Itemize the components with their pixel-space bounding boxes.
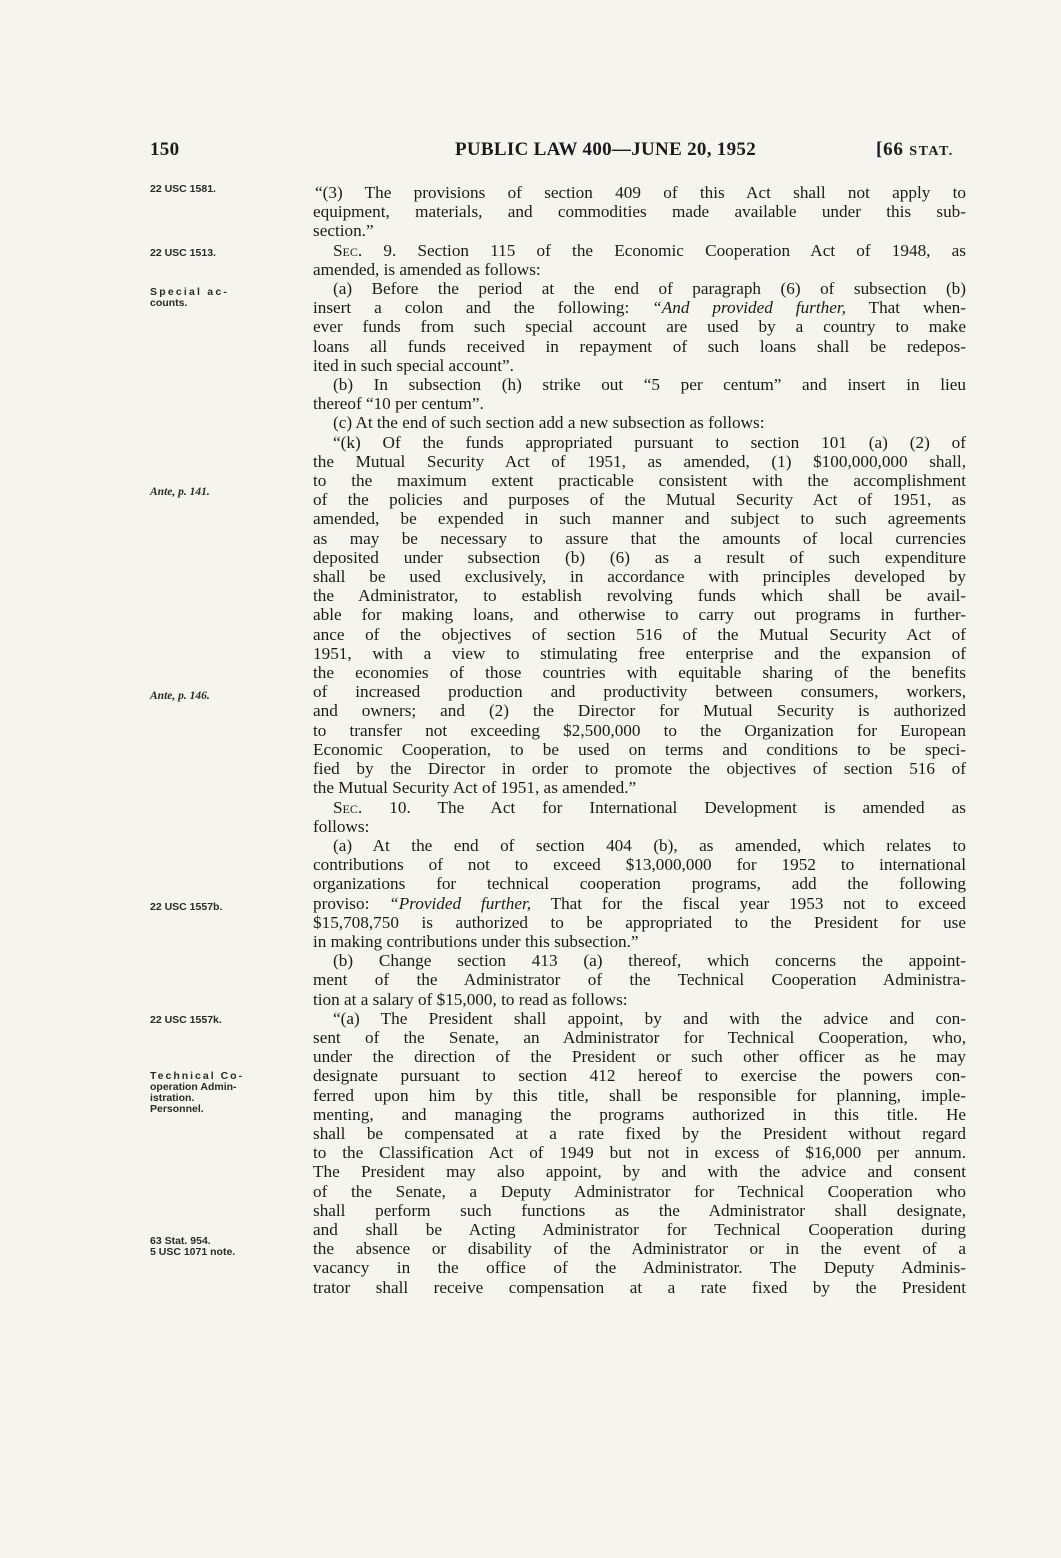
margin-note-ante-146 bbox=[150, 691, 300, 702]
text-span: That when- bbox=[845, 298, 966, 318]
text-line: “(a) The President shall appoint, by and with the advice and con- bbox=[333, 1008, 966, 1028]
margin-note-63-stat-954 bbox=[150, 1236, 300, 1258]
margin-note-line: 5 USC 1071 note. bbox=[150, 1246, 236, 1258]
text-line: section.” bbox=[313, 221, 374, 241]
margin-note-usc-1557b bbox=[150, 902, 300, 913]
margin-note-line: counts. bbox=[150, 297, 188, 309]
text-line: the Administrator, to establish revolving funds which shall be avail- bbox=[313, 586, 966, 606]
margin-note-line: 22 USC 1557b. bbox=[150, 901, 223, 913]
margin-note-ante-141 bbox=[150, 487, 300, 498]
text-line: as may be necessary to assure that the amounts of local currencies bbox=[313, 528, 966, 548]
text-line: ferred upon him by this title, shall be responsible for planning, imple- bbox=[313, 1085, 966, 1105]
running-title: PUBLIC LAW 400—JUNE 20, 1952 bbox=[455, 139, 756, 160]
margin-note-line: 22 USC 1557k. bbox=[150, 1014, 222, 1026]
section-heading-line: Sec. 10. The Act for International Development is amended as bbox=[333, 797, 966, 817]
margin-note-usc-1581 bbox=[150, 184, 300, 195]
page-number: 150 bbox=[150, 139, 180, 160]
text-line: contributions of not to exceed $13,000,000 for 1952 to international bbox=[313, 855, 966, 875]
text-line: of increased production and productivity between consumers, workers, bbox=[313, 682, 966, 702]
text-line: ance of the objectives of section 516 of the Mutual Security Act of bbox=[313, 624, 966, 644]
text-line: to the maximum extent practicable consistent with the accomplishment bbox=[313, 471, 966, 491]
text-line: trator shall receive compensation at a rate fixed by the President bbox=[313, 1277, 966, 1297]
margin-note-line: Ante, p. 141. bbox=[150, 486, 210, 498]
text-line: “(k) Of the funds appropriated pursuant to section 101 (a) (2) of bbox=[333, 432, 966, 452]
statute-body bbox=[313, 183, 966, 1297]
text-line: in making contributions under this subsection.” bbox=[313, 931, 639, 951]
proviso-italic: “And provided further, bbox=[652, 298, 846, 318]
section-label: Sec. bbox=[333, 240, 363, 260]
text-line: shall be used exclusively, in accordance with principles developed by bbox=[313, 567, 966, 587]
text-line: the Mutual Security Act of 1951, as amended, (1) $100,000,000 shall, bbox=[313, 451, 966, 471]
text-line: 1951, with a view to stimulating free enterprise and the expansion of bbox=[313, 643, 966, 663]
section-label: Sec. bbox=[333, 797, 363, 817]
margin-note-line: 22 USC 1513. bbox=[150, 247, 216, 259]
text-line: sent of the Senate, an Administrator for Technical Cooperation, who, bbox=[313, 1027, 966, 1047]
text-line: equipment, materials, and commodities made available under this sub- bbox=[313, 202, 966, 222]
text-line: the Mutual Security Act of 1951, as amended.” bbox=[313, 778, 637, 798]
margin-note-usc-1557k bbox=[150, 1015, 300, 1026]
text-line: the economies of those countries with equitable sharing of the benefits bbox=[313, 663, 966, 683]
text-line: amended, is amended as follows: bbox=[313, 259, 541, 279]
text-line: thereof “10 per centum”. bbox=[313, 394, 484, 414]
section-heading-line: Sec. 9. Section 115 of the Economic Cooperation Act of 1948, as bbox=[333, 240, 966, 260]
text-line: $15,708,750 is authorized to be appropriated to the President for use bbox=[313, 912, 966, 932]
text-line: able for making loans, and otherwise to carry out programs in further- bbox=[313, 605, 966, 625]
text-line: amended, be expended in such manner and subject to such agreements bbox=[313, 509, 966, 529]
margin-note-line: Special ac- bbox=[150, 286, 230, 298]
text-line: The President may also appoint, by and with the advice and consent bbox=[313, 1162, 966, 1182]
text-line: tion at a salary of $15,000, to read as follows: bbox=[313, 989, 628, 1009]
margin-note-line: Technical Co- bbox=[150, 1070, 245, 1082]
text-line: vacancy in the office of the Administrator. The Deputy Adminis- bbox=[313, 1258, 966, 1278]
text-line: (b) Change section 413 (a) thereof, which concerns the appoint- bbox=[333, 951, 966, 971]
proviso-italic: “Provided further, bbox=[389, 893, 532, 913]
text-line: of the policies and purposes of the Mutual Security Act of 1951, as bbox=[313, 490, 966, 510]
statute-citation bbox=[876, 139, 954, 161]
text-line: (a) At the end of section 404 (b), as amended, which relates to bbox=[333, 835, 966, 855]
text-line bbox=[313, 298, 966, 317]
text-span: insert a colon and the following: bbox=[313, 298, 653, 318]
margin-note-line: Personnel. bbox=[150, 1103, 204, 1115]
margin-note-usc-1513 bbox=[150, 248, 300, 259]
text-line: (c) At the end of such section add a new subsection as follows: bbox=[333, 413, 765, 433]
text-line: loans all funds received in repayment of such loans shall be redepos- bbox=[313, 336, 966, 356]
margin-note-line: Ante, p. 146. bbox=[150, 690, 210, 702]
statute-citation-prefix: [66 bbox=[876, 139, 910, 160]
text-span: proviso: bbox=[313, 893, 390, 913]
text-line: to the Classification Act of 1949 but not in excess of $16,000 per annum. bbox=[313, 1143, 966, 1163]
text-line: designate pursuant to section 412 hereof to exercise the powers con- bbox=[313, 1066, 966, 1086]
text-line: menting, and managing the programs authorized in this title. He bbox=[313, 1104, 966, 1124]
text-line: organizations for technical cooperation programs, add the following bbox=[313, 874, 966, 894]
text-line: shall be compensated at a rate fixed by the President without regard bbox=[313, 1123, 966, 1143]
text-line: and shall be Acting Administrator for Technical Cooperation during bbox=[313, 1219, 966, 1239]
text-line bbox=[313, 894, 966, 913]
text-line: (a) Before the period at the end of paragraph (6) of subsection (b) bbox=[333, 279, 966, 299]
text-line: shall perform such functions as the Administrator shall designate, bbox=[313, 1200, 966, 1220]
margin-note-line: operation Admin- bbox=[150, 1081, 237, 1093]
text-line: (b) In subsection (h) strike out “5 per centum” and insert in lieu bbox=[333, 375, 966, 395]
text-line: Economic Cooperation, to be used on terms and conditions to be speci- bbox=[313, 739, 966, 759]
text-line: fied by the Director in order to promote the objectives of section 516 of bbox=[313, 759, 966, 779]
text-line: and owners; and (2) the Director for Mutual Security is authorized bbox=[313, 701, 966, 721]
statute-citation-word: STAT. bbox=[909, 144, 954, 159]
text-line: ever funds from such special account are used by a country to make bbox=[313, 317, 966, 337]
margin-note-line: 63 Stat. 954. bbox=[150, 1235, 211, 1247]
text-line: ment of the Administrator of the Technical Cooperation Administra- bbox=[313, 970, 966, 990]
text-line: ited in such special account”. bbox=[313, 355, 514, 375]
text-line: under the direction of the President or such other officer as he may bbox=[313, 1047, 966, 1067]
margin-note-line: 22 USC 1581. bbox=[150, 183, 216, 195]
text-line: deposited under subsection (b) (6) as a result of such expenditure bbox=[313, 547, 966, 567]
margin-note-line: istration. bbox=[150, 1092, 195, 1104]
text-line: “(3) The provisions of section 409 of this Act shall not apply to bbox=[315, 183, 966, 202]
text-line: to transfer not exceeding $2,500,000 to the Organization for European bbox=[313, 720, 966, 740]
text-line: of the Senate, a Deputy Administrator for Technical Cooperation who bbox=[313, 1181, 966, 1201]
text-span: That for the fiscal year 1953 not to exceed bbox=[531, 893, 966, 913]
text-line: the absence or disability of the Administrator or in the event of a bbox=[313, 1239, 966, 1259]
text-line: follows: bbox=[313, 816, 370, 836]
margin-note-technical-cooperation bbox=[150, 1071, 300, 1115]
margin-note-special-accounts bbox=[150, 287, 300, 309]
